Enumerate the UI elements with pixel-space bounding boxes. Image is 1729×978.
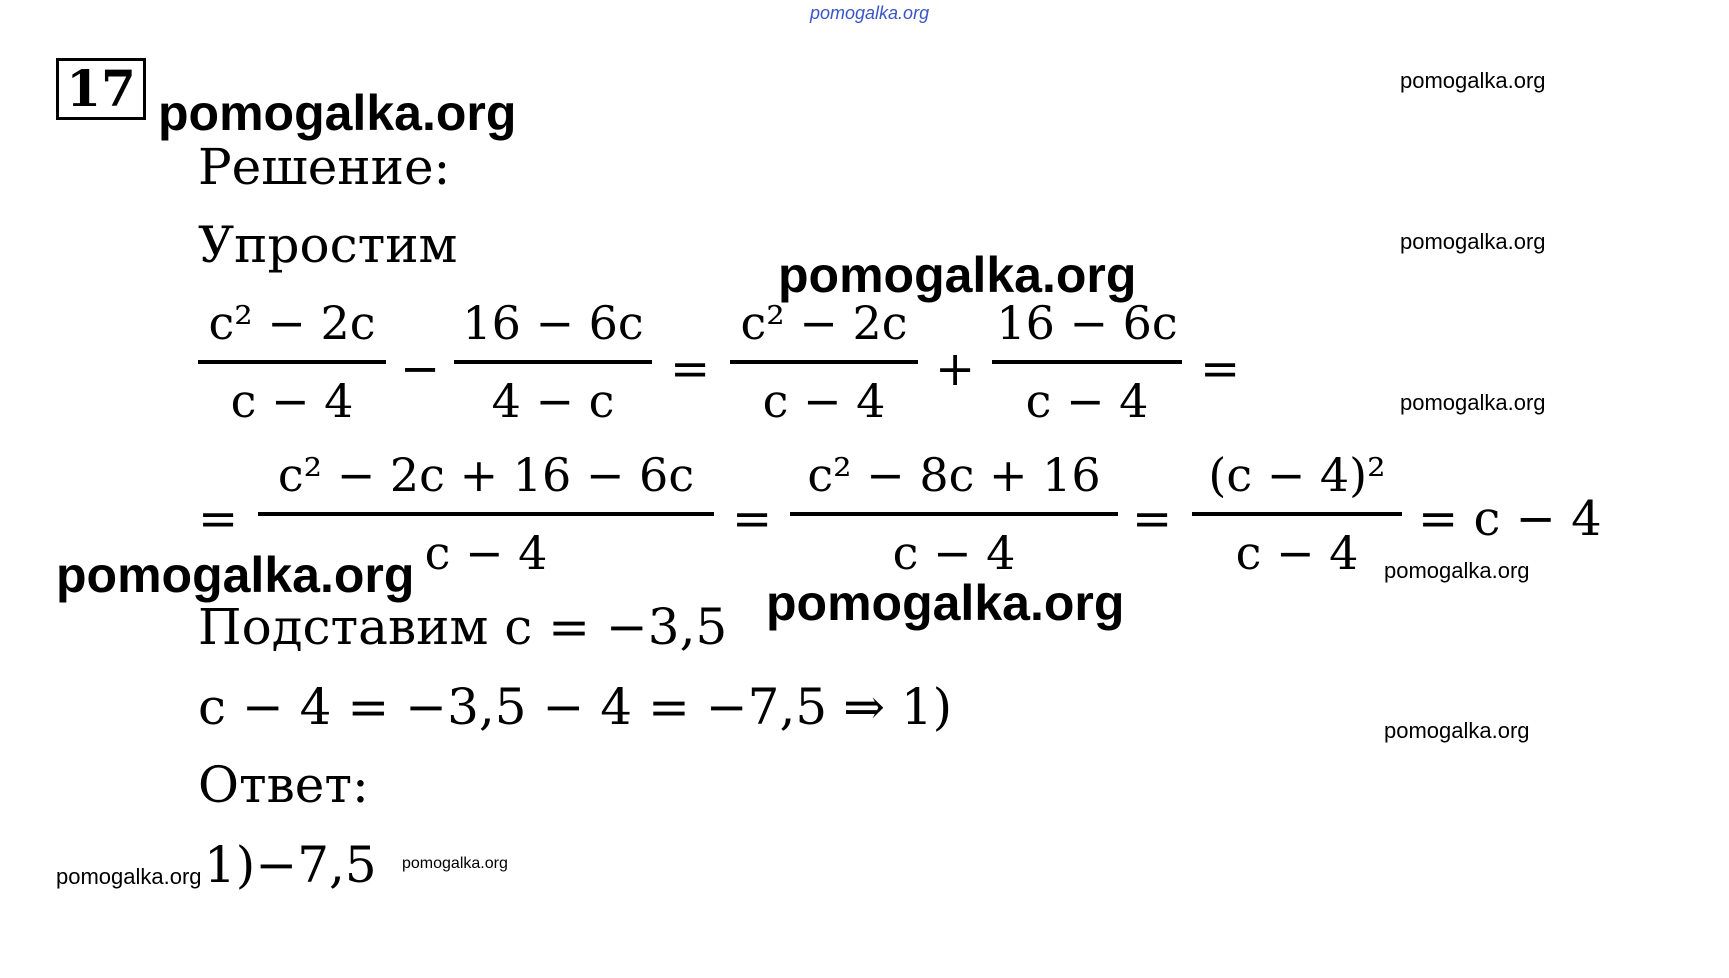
watermark-right-4: pomogalka.org [1384,558,1530,583]
watermark-center-1: pomogalka.org [778,247,1137,303]
answer-value: 1)−7,5 [204,836,377,894]
watermark-bottom-small: pomogalka.org [402,855,508,872]
row1-f3-numerator: c² − 2c [740,296,908,350]
row1-f4-denominator: c − 4 [1025,374,1149,428]
row1-f3-denominator: c − 4 [762,374,886,428]
row1-fraction-2 [454,296,652,428]
simplify-label: Упростим [198,216,458,274]
row2-f2-denominator: c − 4 [892,526,1016,580]
row1-fraction-1 [198,296,386,428]
row2-fraction-2 [790,448,1118,580]
row2-equals-0: = [198,491,239,547]
row2-fraction-3 [1192,448,1402,580]
fraction-bar [454,360,652,364]
fraction-bar [730,360,918,364]
row1-f1-numerator: c² − 2c [208,296,376,350]
watermark-right-2: pomogalka.org [1400,229,1546,254]
watermark-right-1: pomogalka.org [1400,68,1546,93]
row2-equals-2: = [1132,491,1173,547]
calculation-line: c − 4 = −3,5 − 4 = −7,5 ⇒ 1) [198,678,953,736]
row2-f3-denominator: c − 4 [1235,526,1359,580]
watermark-left: pomogalka.org [56,547,415,603]
row1-equals-1: = [670,341,711,397]
row2-f1-denominator: c − 4 [424,526,548,580]
row1-plus: + [935,341,976,397]
watermark-header: pomogalka.org [158,85,517,141]
row2-f1-numerator: c² − 2c + 16 − 6c [277,448,695,502]
row1-fraction-4 [992,296,1182,428]
row1-minus: − [400,341,441,397]
watermark-right-5: pomogalka.org [1384,718,1530,743]
row2-equals-1: = [732,491,773,547]
fraction-bar [1192,512,1402,516]
fraction-bar [992,360,1182,364]
row1-f2-numerator: 16 − 6c [462,296,644,350]
watermark-right-3: pomogalka.org [1400,390,1546,415]
row2-f2-numerator: c² − 8c + 16 [807,448,1101,502]
watermark-top: pomogalka.org [810,3,930,23]
solution-heading: Решение: [198,138,451,196]
row1-fraction-3 [730,296,918,428]
watermark-center-2: pomogalka.org [766,575,1125,631]
row1-f4-numerator: 16 − 6c [996,296,1178,350]
task-number: 17 [56,58,146,120]
fraction-bar [790,512,1118,516]
row1-f1-denominator: c − 4 [230,374,354,428]
watermark-bottom-left: pomogalka.org [56,864,202,889]
row1-equals-2: = [1200,341,1241,397]
substitute-line: Подставим c = −3,5 [198,598,728,656]
row1-f2-denominator: 4 − c [491,374,615,428]
fraction-bar [198,360,386,364]
answer-label: Ответ: [198,756,369,814]
fraction-bar [258,512,714,516]
row2-f3-numerator: (c − 4)² [1208,448,1386,502]
row2-result: = c − 4 [1418,491,1602,547]
